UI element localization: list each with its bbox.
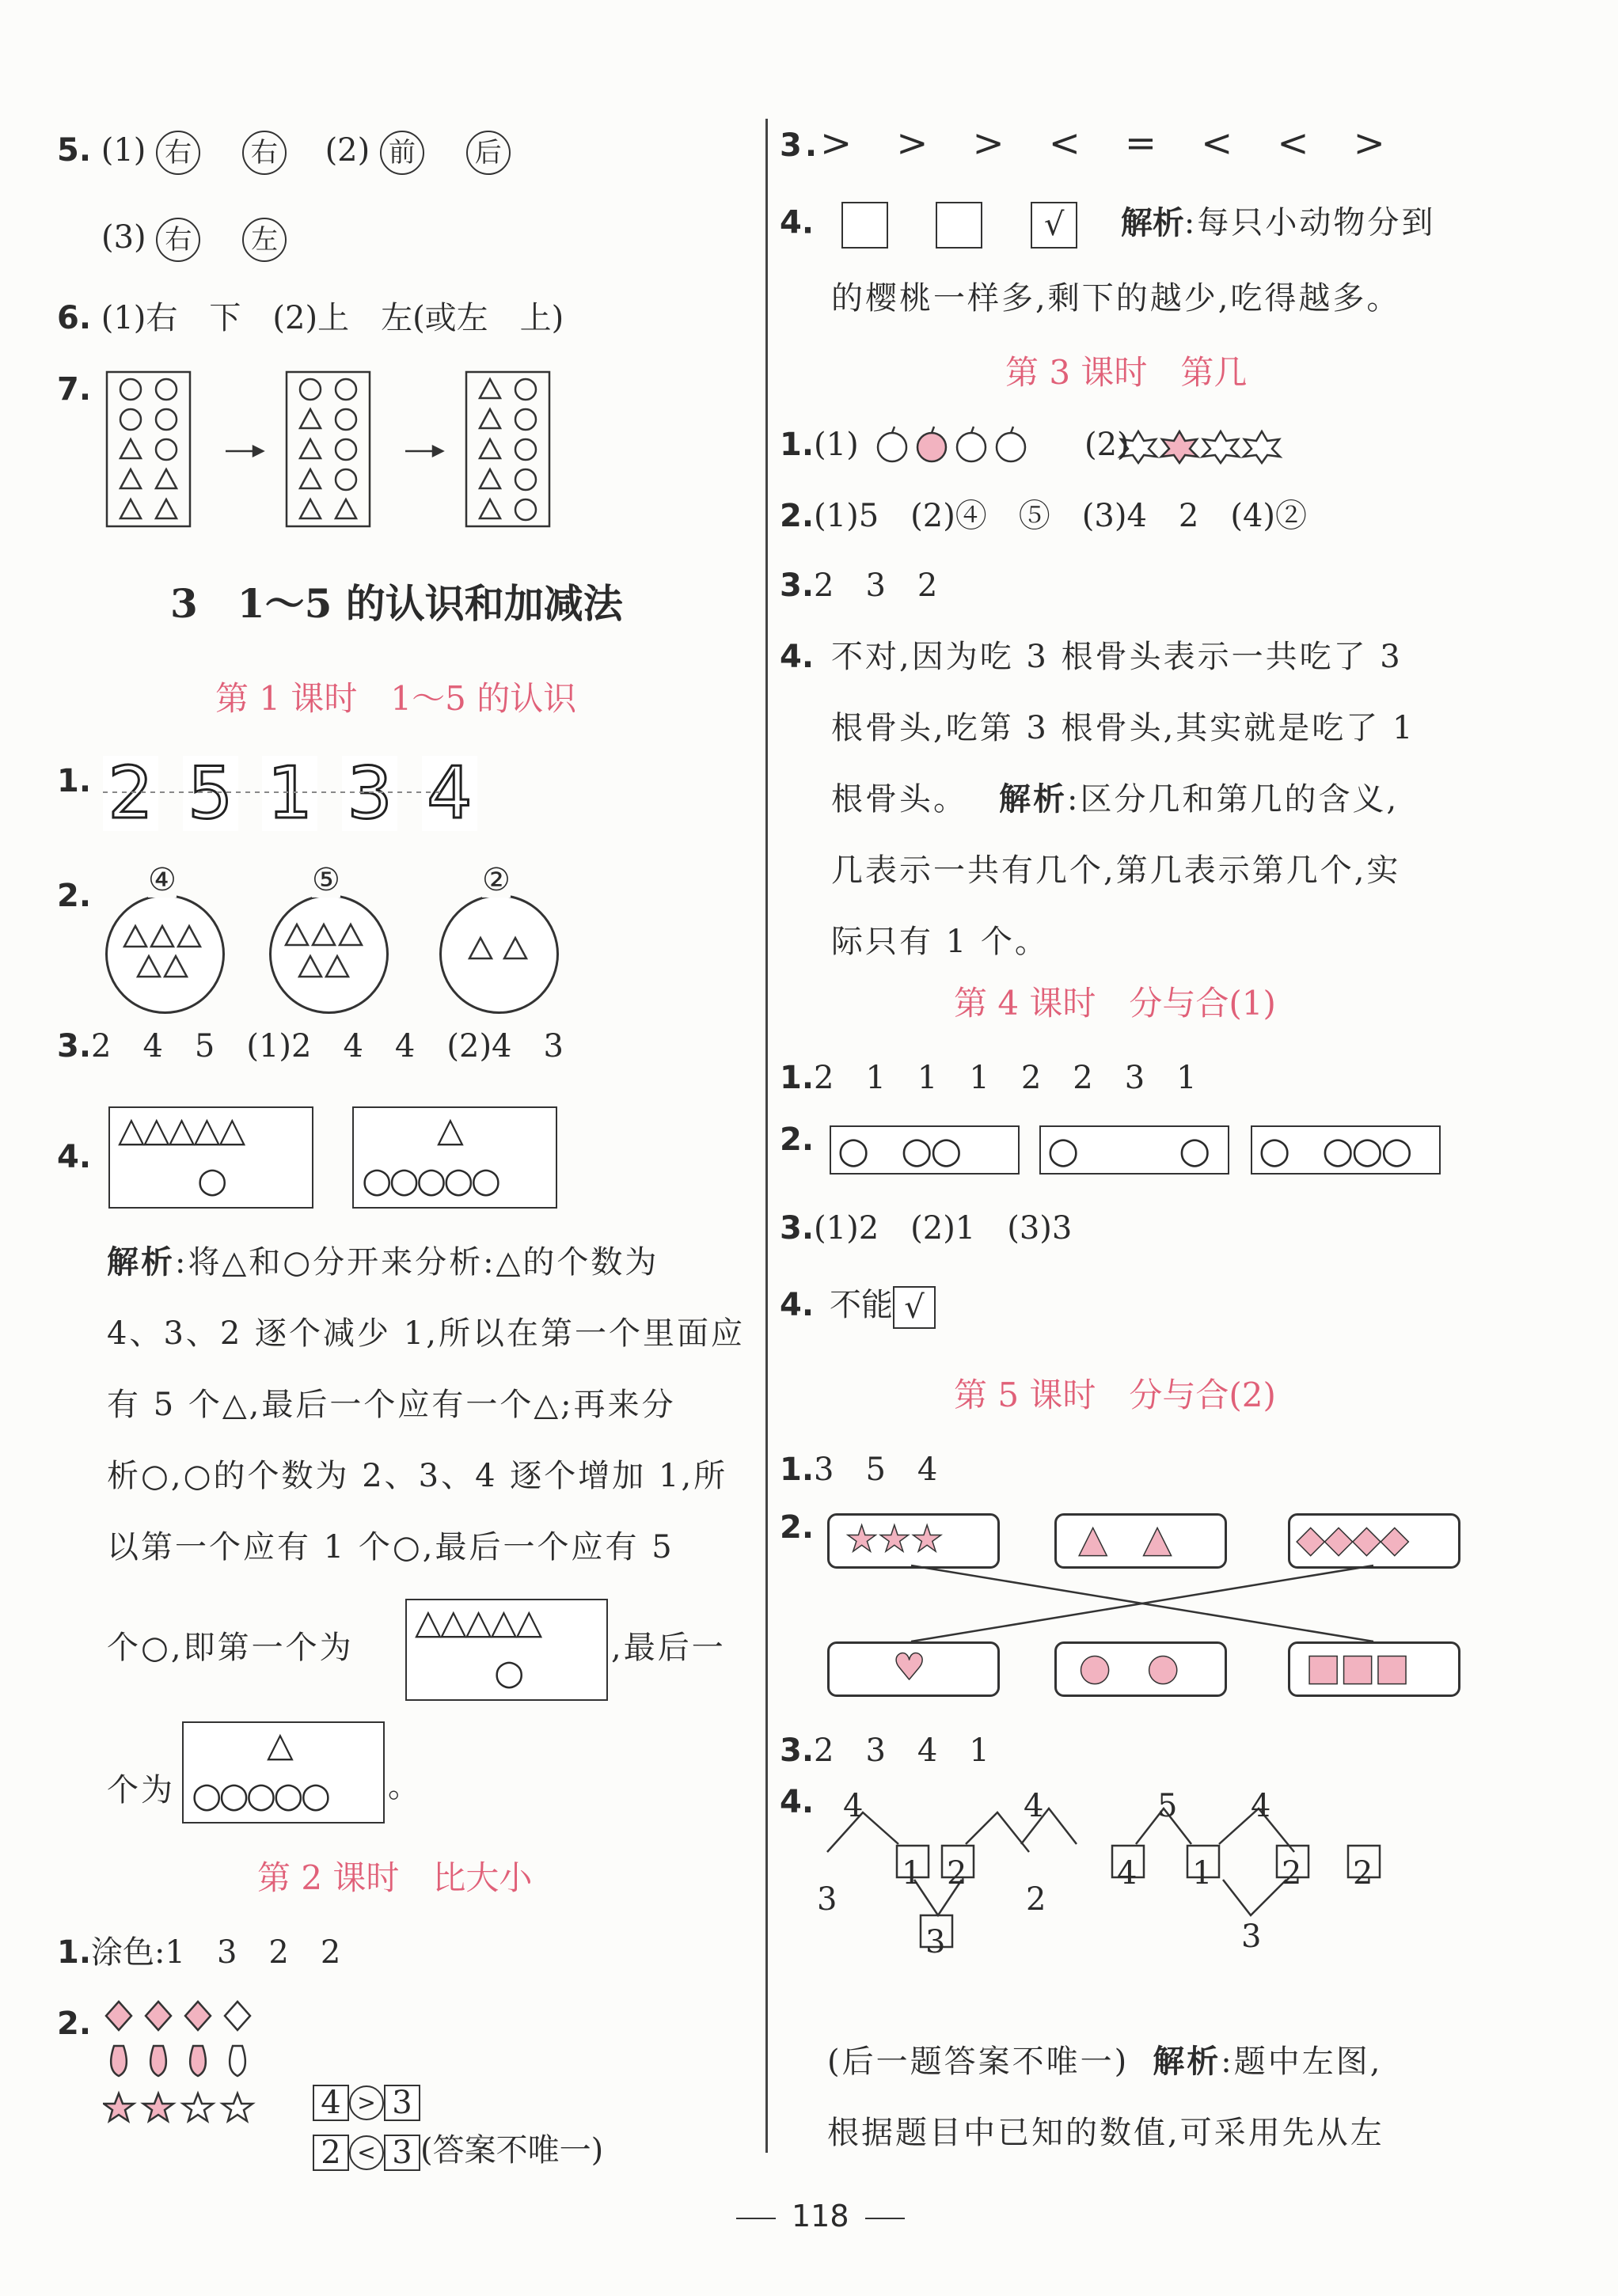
circles: ○ ○○: [837, 1129, 960, 1171]
analysis-label: 解析: [1153, 2044, 1221, 2080]
tree-right: 2: [1026, 1881, 1046, 1918]
traced-digit: 4: [422, 756, 477, 831]
analysis-text: :将△和○分开来分析:△的个数为: [175, 1244, 659, 1281]
tree-top: 4: [1024, 1788, 1044, 1824]
answer-text: 3 5 4: [814, 1452, 938, 1488]
answer-text: (1)2 (2)1 (3)3: [814, 1210, 1073, 1247]
analysis-text: 几表示一共有几个,第几表示第几个,实: [831, 852, 1401, 889]
triangles: △△△△△: [415, 1602, 541, 1642]
triangle-groups: [105, 894, 556, 1013]
tree-box-value: 3: [925, 1924, 946, 1960]
lesson4-q1: [780, 1061, 1197, 1095]
lesson2-q1: [57, 1935, 340, 1970]
q-number: 1.: [780, 427, 815, 463]
right-column: [772, 0, 1618, 2296]
answer-text: > > > < = < < >: [820, 121, 1388, 165]
circles: ○: [494, 1653, 525, 1693]
q-number: 1.: [780, 1452, 815, 1488]
split-box: [1251, 1125, 1441, 1175]
split-box: [1039, 1125, 1229, 1175]
q-number: 2.: [57, 878, 92, 914]
shape-card: [1054, 1641, 1227, 1697]
q-number: 2.: [57, 2006, 92, 2042]
analysis-label: 解析: [999, 781, 1067, 818]
page-number: [736, 2200, 905, 2233]
tree-bottom-1: [925, 1925, 945, 1960]
shape-card: [827, 1641, 1000, 1697]
answer-text: 涂色:1 3 2 2: [91, 1934, 341, 1971]
tree-1-right: [902, 1856, 921, 1891]
decomposition-trees: [819, 1797, 1532, 2002]
analysis-text: 4、3、2 逐个减少 1,所以在第一个里面应: [107, 1315, 745, 1352]
grid-sequence-diagram: [99, 364, 574, 534]
triangles: △: [267, 1725, 294, 1765]
dashed-guide-line: [103, 791, 443, 793]
diamonds: ◆◆◆◆: [1297, 1517, 1409, 1560]
compare-row: [313, 2083, 420, 2121]
lesson3-q2: [780, 499, 1307, 533]
q-number: 4.: [780, 639, 815, 675]
q-number: 3.: [780, 127, 821, 164]
answer-text: 根骨头,吃第 3 根骨头,其实就是吃了 1: [831, 710, 1415, 746]
analysis-text: 。: [388, 1768, 420, 1805]
q-number: 3.: [57, 1028, 92, 1065]
circles: ○○○○○: [362, 1160, 498, 1201]
number-box: 2: [313, 2135, 349, 2171]
q-number: 4.: [780, 204, 815, 241]
lesson5-q3: [780, 1733, 989, 1768]
circles: ○ ○○○: [1259, 1129, 1411, 1171]
traced-digit: 3: [342, 756, 397, 831]
note-text: (后一题答案不唯一): [827, 2044, 1130, 2080]
lesson-heading: 第 4 课时 分与合(1): [954, 984, 1276, 1023]
tree-left: 3: [817, 1881, 837, 1918]
q-number: 4.: [57, 1139, 92, 1175]
tree-4: [1251, 1789, 1270, 1824]
question-5-part3: [101, 218, 287, 262]
triangles: ▲ ▲: [1079, 1517, 1172, 1560]
answer-text: 不能: [830, 1287, 894, 1323]
q-number: 1.: [57, 763, 92, 799]
tree-3-left: [1117, 1856, 1137, 1891]
analysis-text: 个为: [107, 1772, 175, 1808]
q-number: 1.: [57, 1934, 92, 1971]
circled-count: ④: [148, 862, 177, 898]
part-label: (1): [101, 132, 146, 169]
analysis-text: ,最后一: [611, 1630, 726, 1666]
shape-card: [1288, 1641, 1460, 1697]
q-number: 7.: [57, 371, 92, 408]
analysis-text: 析○,○的个数为 2、3、4 逐个增加 1,所: [107, 1458, 728, 1494]
answer-text: (1)右 下 (2)上 左(或左 上): [101, 300, 564, 336]
lesson5-q1: [780, 1452, 937, 1487]
shape-card: [1054, 1513, 1227, 1569]
q-number: 6.: [57, 300, 92, 336]
analysis-text: :题中左图,: [1221, 2044, 1383, 2080]
squares: ■■■: [1306, 1645, 1410, 1688]
tree-top: 4: [1251, 1788, 1271, 1824]
coloring-shapes: [103, 1998, 285, 2149]
triangles: △△△△△: [118, 1110, 245, 1150]
left-column: [0, 0, 760, 2296]
answer-text: 2 3 2: [814, 567, 938, 604]
checked-box: √: [893, 1286, 936, 1329]
tree-box-value: 2: [1282, 1855, 1302, 1892]
matching-lines: [827, 1564, 1460, 1643]
circled-answer: 左: [242, 218, 287, 262]
answer-text: 根骨头。: [831, 781, 967, 818]
tree-4-right: [1353, 1856, 1373, 1891]
heart: ♥: [893, 1645, 926, 1688]
traced-digit: 2: [103, 756, 158, 831]
tree-2: [1024, 1789, 1043, 1824]
note-text: (答案不唯一): [420, 2132, 604, 2169]
tree-box-value: 2: [947, 1855, 967, 1892]
number-box: 3: [384, 2135, 420, 2171]
answer-text: 不对,因为吃 3 根骨头表示一共吃了 3: [831, 639, 1403, 675]
q-number: 3.: [780, 1210, 815, 1247]
tree-4-left: [1282, 1856, 1301, 1891]
comparison-sign: <: [349, 2135, 384, 2170]
tree-2-left: [947, 1856, 967, 1891]
shape-box: [182, 1721, 385, 1824]
shape-card: [827, 1513, 1000, 1569]
tree-2-right: [1026, 1882, 1046, 1917]
page-number-text: 118: [792, 2199, 849, 2233]
q-number: 4.: [780, 1784, 815, 1820]
compare-row: [313, 2133, 603, 2171]
answer-box: [936, 202, 982, 249]
comparison-sign: >: [349, 2085, 384, 2120]
analysis-text: 个○,即第一个为: [107, 1630, 354, 1666]
column-divider: [765, 119, 768, 2153]
answer-text: (1)5 (2)④ ⑤ (3)4 2 (4)②: [814, 498, 1308, 534]
shape-box: [108, 1106, 313, 1209]
tree-box-value: 4: [1117, 1855, 1138, 1892]
circled-answer: 后: [466, 131, 511, 175]
lesson1-q3: [57, 1029, 564, 1064]
part-label: (2): [325, 132, 370, 169]
apples-and-leaves: [875, 423, 1286, 467]
analysis-label: 解析: [1120, 204, 1184, 241]
lesson3-q4-text: [831, 621, 1415, 977]
tree-1: [843, 1789, 863, 1824]
q-number: 2.: [780, 498, 815, 534]
traced-digit: 5: [183, 756, 238, 831]
tree-top: 5: [1157, 1788, 1178, 1824]
unit-title: 3 1～5 的认识和加减法: [170, 580, 623, 627]
part-label: (2): [1084, 427, 1130, 463]
tree-box-value: 2: [1353, 1855, 1373, 1892]
circles: ○: [197, 1160, 228, 1201]
q-number: 2.: [780, 1121, 815, 1158]
circled-answer: 右: [156, 131, 200, 175]
split-box: [830, 1125, 1020, 1175]
lesson-heading: 第 5 课时 分与合(2): [954, 1376, 1276, 1414]
shape-card: [1288, 1513, 1460, 1569]
analysis-paragraph: [107, 1227, 745, 1583]
tree-3: [1157, 1789, 1177, 1824]
question-6: [57, 301, 564, 336]
part-label: (1): [814, 427, 859, 463]
circles: ○ ○: [1047, 1129, 1209, 1171]
q-number: 3.: [780, 567, 815, 604]
answer-text: 2 4 5 (1)2 4 4 (2)4 3: [91, 1028, 564, 1065]
circled-answer: 前: [380, 131, 424, 175]
triangles: △: [437, 1110, 464, 1150]
lesson-heading: 第 1 课时 1～5 的认识: [215, 679, 577, 718]
circles: ○○○○○: [192, 1775, 328, 1816]
tree-box-value: 1: [1192, 1855, 1213, 1892]
analysis-text: :每只小动物分到: [1183, 204, 1436, 241]
question-5: [57, 131, 511, 175]
lesson3-q3: [780, 568, 937, 603]
right-q3: [780, 123, 1388, 165]
lesson-heading: 第 2 课时 比大小: [257, 1858, 533, 1897]
tree-bottom-2: [1241, 1919, 1261, 1954]
analysis-label: 解析: [107, 1244, 175, 1281]
right-q4: [780, 202, 1435, 249]
stars: ★★★: [845, 1517, 944, 1560]
q-number: 3.: [780, 1732, 815, 1769]
closing-note: [827, 2026, 1384, 2169]
number-box: 4: [313, 2085, 349, 2121]
analysis-text: 的樱桃一样多,剩下的越少,吃得越多。: [831, 280, 1401, 317]
analysis-text: 有 5 个△,最后一个应有一个△;再来分: [107, 1387, 676, 1423]
lesson3-q1: [780, 427, 859, 462]
answer-box: [841, 202, 888, 249]
tree-box-value: 1: [902, 1855, 922, 1892]
circles: ● ●: [1079, 1645, 1179, 1688]
circled-answer: 右: [242, 131, 287, 175]
q-number: 1.: [780, 1060, 815, 1096]
part-label: (3): [101, 219, 146, 256]
checked-box: √: [1031, 202, 1077, 249]
q-number: 5.: [57, 132, 92, 169]
answer-text: 2 3 4 1: [814, 1732, 989, 1769]
tree-3-right: [1192, 1856, 1212, 1891]
answer-text: 2 1 1 1 2 2 3 1: [814, 1060, 1197, 1096]
lesson4-q4: [780, 1286, 936, 1329]
q-number: 4.: [780, 1287, 815, 1323]
tree-bottom: 3: [1241, 1918, 1262, 1955]
tree-top: 4: [843, 1788, 864, 1824]
number-box: 3: [384, 2085, 420, 2121]
analysis-text: 以第一个应有 1 个○,最后一个应有 5: [107, 1529, 674, 1565]
lesson-heading: 第 3 课时 第几: [1005, 353, 1248, 392]
circled-answer: 右: [156, 218, 200, 262]
circled-count: ②: [482, 862, 511, 898]
analysis-text: 根据题目中已知的数值,可采用先从左: [827, 2115, 1384, 2151]
tree-1-left: [817, 1882, 837, 1917]
analysis-text: :区分几和第几的含义,: [1067, 781, 1400, 818]
q-number: 2.: [780, 1509, 815, 1546]
traced-digit: 1: [262, 756, 317, 831]
shape-box: [352, 1106, 557, 1209]
analysis-text: 际只有 1 个。: [831, 924, 1049, 960]
lesson4-q3: [780, 1211, 1072, 1246]
traced-digits: [103, 752, 477, 835]
circled-count: ⑤: [312, 862, 340, 898]
shape-box: [405, 1599, 608, 1701]
